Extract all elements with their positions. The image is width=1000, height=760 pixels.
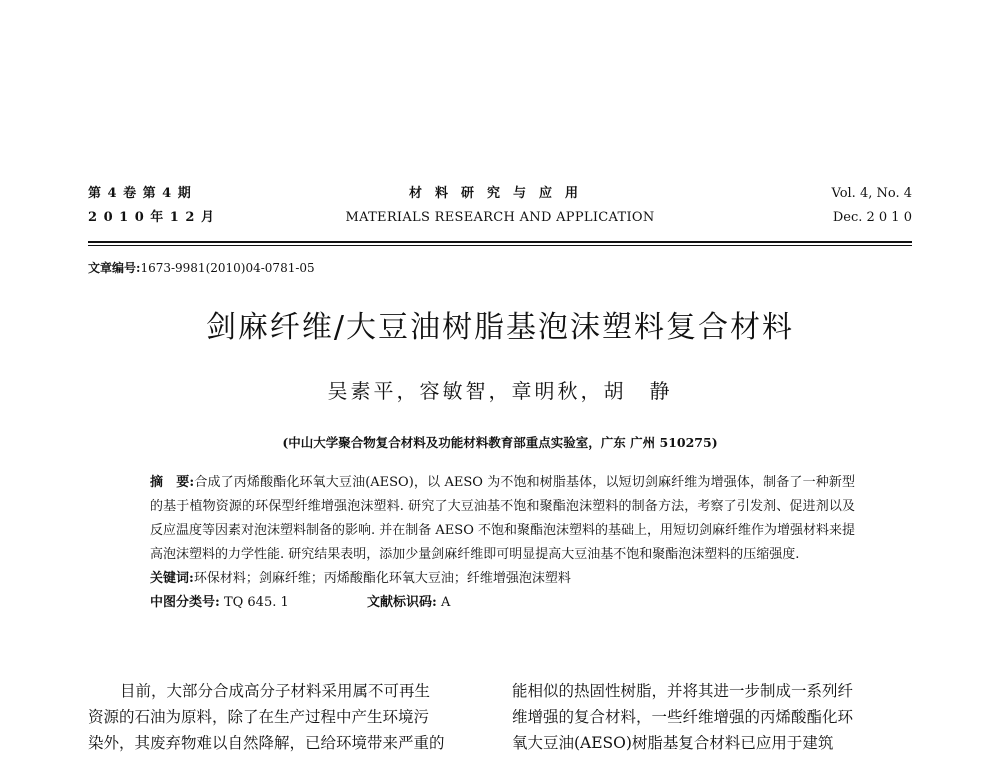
volume-issue-en: Vol. 4, No. 4 xyxy=(831,186,912,201)
body-column-left xyxy=(88,678,486,756)
body-line: 氧大豆油(AESO)树脂基复合材料已应用于建筑 xyxy=(512,734,834,752)
keywords-row xyxy=(150,567,855,591)
body-text xyxy=(88,678,910,760)
journal-masthead xyxy=(88,182,912,234)
publication-date-en: Dec. 2 0 1 0 xyxy=(832,210,912,225)
classification-value: TQ 645. 1 xyxy=(223,595,289,610)
header-rule-thin xyxy=(88,245,912,246)
paper-title: 剑麻纤维/大豆油树脂基泡沫塑料复合材料 xyxy=(205,310,795,345)
body-line: 维增强的复合材料，一些纤维增强的丙烯酸酯化环 xyxy=(512,708,854,726)
author-affiliation: (中山大学聚合物复合材料及功能材料教育部重点实验室，广东 广州 510275) xyxy=(282,435,718,450)
abstract-text: 合成了丙烯酸酯化环氧大豆油(AESO)，以 AESO 为不饱和树脂基体，以短切剑麻纤维为增强体，制备了一种新型的基于植物资源的环保型纤维增强泡沫塑料. 研究了大豆油基不饱和聚酯泡沫塑料的制备方法，考察了引发剂、促进剂以及反应温度等因素对泡沫塑料制备的影响. 并在制备 AESO 不饱和聚酯泡沫塑料的基础上，用短切剑麻纤维作为增强材料来提高泡沫塑料的力学性能. 研究结果表明，添加少量剑麻纤维即可明显提高大豆油基不饱和聚酯泡沫塑料的压缩强度. xyxy=(150,475,855,562)
volume-issue: 第 4 卷 第 4 期 xyxy=(88,186,192,201)
journal-title-cn: 材料研究与应用 xyxy=(408,186,591,201)
masthead-right xyxy=(832,182,913,230)
publication-date: 2 0 1 0 年 1 2 月 xyxy=(88,210,215,225)
body-line: 染外，其废弃物难以自然降解，已给环境带来严重的 xyxy=(88,734,445,752)
header-rule-thick xyxy=(88,241,912,243)
abstract-paragraph xyxy=(150,471,855,567)
journal-title-en: MATERIALS RESEARCH AND APPLICATION xyxy=(345,210,655,225)
keywords-text: 环保材料；剑麻纤维；丙烯酸酯化环氧大豆油；纤维增强泡沫塑料 xyxy=(193,571,571,586)
masthead-center xyxy=(88,182,912,230)
doc-code-value: A xyxy=(441,595,451,610)
article-number xyxy=(88,259,315,276)
body-column-right xyxy=(512,678,910,756)
body-line: 能相似的热固性树脂，并将其进一步制成一系列纤 xyxy=(512,682,854,700)
body-line: 目前，大部分合成高分子材料采用属不可再生 xyxy=(120,682,431,700)
abstract-label: 摘 要: xyxy=(150,475,195,490)
classification-row xyxy=(150,591,855,615)
keywords-label: 关键词: xyxy=(150,571,194,586)
article-number-label: 文章编号: xyxy=(88,261,141,275)
body-line: 资源的石油为原料，除了在生产过程中产生环境污 xyxy=(88,708,430,726)
author-list: 吴素平，容敏智，章明秋，胡 静 xyxy=(327,379,673,403)
classification-label: 中图分类号: xyxy=(150,595,220,610)
article-number-value: 1673-9981(2010)04-0781-05 xyxy=(140,261,315,275)
doc-code-label: 文献标识码: xyxy=(367,595,437,610)
abstract-block xyxy=(150,471,855,615)
